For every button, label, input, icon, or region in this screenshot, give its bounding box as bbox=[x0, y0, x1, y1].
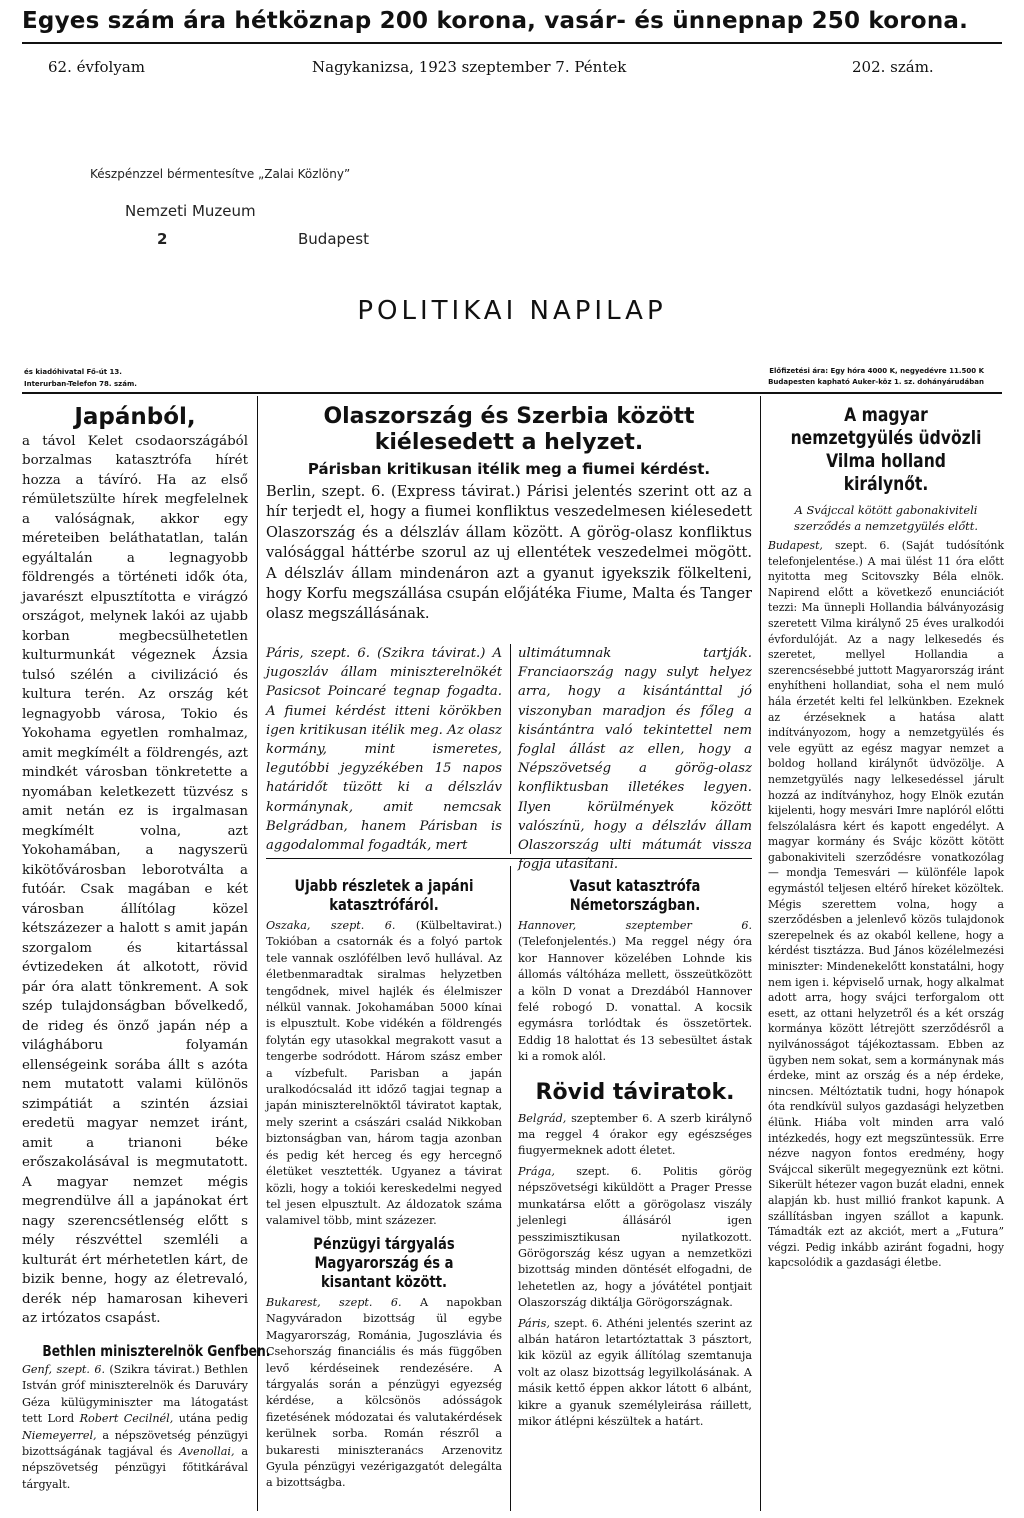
japan-details-source: (Külbeltavirat.) bbox=[415, 919, 502, 932]
issue-number: 202. szám. bbox=[852, 58, 934, 76]
editorial-body: a távol Kelet csodaországából borzalmas katasztrófa hírét hozza a távíró. Ha az első rémületszülte hírek megfelelnek a valóságnak, akkor egy méreteiben beláthatatlan, talán egyáltalán a legnagyobb földrengés a történeti idők óta, javarészt elpusztította e virágzó országot, melynek lakói az ujabb korban megbecsülhetetlen kulturmunkát végeznek Ázsia tulsó szélén a civilizáció és kultura terén. Az ország két legnagyobb városa, Tokio és Yokohama egyetlen romhalmaz, amit megkímélt a földrengés, azt mindkét városban tönkretette a nyomában keletkezett tüzvész s amit netán ez is irgalmasan megkímélt volna, azt Yokohamában, a nagyszerü kikötővárosban leborotválta a futóár. Csak magában e két városban állítólag közel kétszázezer a halott s amit japán szorgalom és kitartással évtizedeken át alkotott, rövid pár óra alatt tönkrement. A sok szép tulajdonságban bővelkedő, de rideg és önző japán nép a világháboru folyamán ellenségeink sorába állt s azóta nem mutatott valami különös szimpátiát a szintén ázsiai eredetü magyar nemzet iránt, amit a trianoni béke erőszakolásával is megmutatott. A magyar nemzet mégis megrendülve áll a japánokat ért nagy szerencsétlenség előtt s mély részvéttel szemléli a kulturát ért mérhetetlen kárt, de bizik benne, hogy az életrevaló, derék nép hamarosan kiheveri az irtózatos csapást. bbox=[22, 433, 248, 1326]
lead-paris-cont: ultimátumnak tartják. Franciaország nagy sulyt helyez arra, hogy a kisántánttal jó viszonyban maradjon és főleg a kisántántra való tekintettel nem foglal állást az ellen, hogy a Népszövetség a görög-olasz konfliktusban illetékes legyen. Ilyen körülmények között valószínü, hogy a délszláv állam Olaszország ulti mátumát vissza fogja utasítani. bbox=[518, 646, 752, 873]
top-rule bbox=[22, 42, 1002, 44]
lead-title-2: kiélesedett a helyzet. bbox=[374, 430, 644, 455]
parliament-dateline: Budapest, bbox=[768, 539, 823, 552]
editorial-title: Japánból, bbox=[74, 404, 196, 430]
lead-paris-text: Páris, szept. 6. (Szikra távirat.) A jugoszláv állam miniszterelnökét Pasicsot Poincaré tegnap fogadta. A fiumei kérdést itteni körökben igen kritikusan itélik meg. Az olasz kormány, mint ismeretes, legutóbbi jegyzékében 15 napos határidőt tüzött ki a délszláv kormánynak, amit nemcsak Belgrádban, hanem Párisban is aggodalommal fogadták, mert bbox=[266, 646, 502, 854]
rail-body: Ma reggel négy óra kor Hannover közelében Lohnde kis állomás váltóháza mellett, összeütközött a köln D vonat a Drezdából Hannover felé robogó D. vonattal. A kocsik egymásra torlódtak és összetörtek. Eddig 18 halottat és 13 sebesültet ástak ki a romok alól. bbox=[518, 935, 752, 1064]
bethlen-dateline: Genf, szept. 6. bbox=[22, 1363, 106, 1376]
stamp-number: 2 bbox=[157, 230, 168, 248]
stamp-city: Budapest bbox=[298, 230, 369, 248]
lead-paris-right bbox=[518, 644, 752, 874]
parliament-article bbox=[768, 404, 1004, 1271]
bethlen-article bbox=[22, 1342, 271, 1493]
sales-point: Budapesten kapható Auker-köz 1. sz. dohányárudában bbox=[768, 378, 984, 386]
price-banner: Egyes szám ára hétköznap 200 korona, vasár- és ünnepnap 250 korona. bbox=[22, 8, 969, 34]
rail-article bbox=[518, 876, 752, 1430]
lead-title-1: Olaszország és Szerbia között bbox=[323, 404, 695, 429]
parliament-title: A magyar nemzetgyülés üdvözli Vilma holland királynőt. bbox=[790, 404, 982, 495]
bethlen-body-3: a népszövetség pénzügyi bizottságának tagjával és bbox=[22, 1428, 248, 1459]
postage-stamp-line: Készpénzzel bérmentesítve „Zalai Közlöny” bbox=[90, 167, 351, 181]
lead-article bbox=[266, 404, 752, 625]
brief3-text: szept. 6. Athéni jelentés szerint az albán határon letartóztattak 3 pásztort, kik közül az egyik állítólag szemtanuja volt az olasz bizottság legyilkolásának. A másik kettő éppen akkor látott 6 albánt, kikre a gyanuk személyleirása ráillett, mikor átlépni készültek a határt. bbox=[518, 1316, 752, 1428]
bethlen-body-4: a népszövetség pénzügyi főtitkárával tárgyalt. bbox=[22, 1445, 248, 1491]
finance-article bbox=[266, 1234, 502, 1492]
brief1-text: szeptember 6. A szerb királynő ma reggel 4 órakor egy egészséges fiugyermeknek adott életet. bbox=[518, 1111, 752, 1158]
lead-bottom-rule bbox=[266, 858, 752, 859]
lead-body: Berlin, szept. 6. (Express távirat.) Párisi jelentés szerint ott az a hír terjedt el, hogy a fiumei konfliktus veszedelmesen kiélesedett Olaszország és a délszláv állam között. A görög-olasz konfliktus valósággal háttérbe szorul az uj ellentétek veszedelmei mögött. A délszláv állam mindenáron azt a gyanut igyekszik fölkelteni, hogy Korfu megszállása csupán előjátéka Fiume, Malta és Tanger olasz megszállásának. bbox=[266, 483, 752, 623]
column-rule-2 bbox=[760, 396, 761, 1511]
brief2-text: szept. 6. Politis görög népszövetségi kiküldött a Prager Presse munkatársa előtt a görögolasz viszály jelenlegi állásáról igen pesszimisztikusan nyilatkozott. Görögország kész ugyan a nemzetközi bizottság minden döntését elfogadni, de lehetetlen az, hogy a jóvátétel pontjait Olaszország diktálja Görögországnak. bbox=[518, 1164, 752, 1310]
masthead-rule bbox=[22, 392, 1002, 394]
brief1-dateline: Belgrád, bbox=[518, 1111, 567, 1125]
rail-title: Vasut katasztrófa Németországban. bbox=[569, 876, 701, 914]
bethlen-body-1: Bethlen István gróf miniszterelnök és Daruváry Géza külügyminiszter ma látogatást tett Lord bbox=[22, 1363, 248, 1426]
subscription-price: Előfizetési ára: Egy hóra 4000 K, negyedévre 11.500 K bbox=[769, 367, 984, 375]
brief2-dateline: Prága, bbox=[518, 1164, 555, 1178]
japan-editorial bbox=[22, 402, 248, 1329]
column-rule-mid bbox=[510, 866, 511, 1511]
rail-dateline: Hannover, szeptember 6. bbox=[518, 919, 752, 932]
japan-details-article bbox=[266, 876, 502, 1230]
rail-source: (Telefonjelentés.) bbox=[518, 935, 617, 949]
japan-details-body: Tokióban a csatornák és a folyó partok tele vannak oszlófélben levő hullával. Az életbenmaradtak siralmas helyzetben tengődnek, mivel hajlék és élelmiszer nélkül vannak. Jokohamában 5000 kínai is elpusztult. Kobe vidékén a földrengés folytán egy utasokkal megrakott vasut a tengerbe sodródott. Három szász ember a vízbefult. Parisban a japán uralkodócsalád itt időző tagjai tegnap a japán miniszterelnöktől táviratot kaptak, mely szerint a császári család Nikkoban biztonságban van, három tagja azonban és pedig két herceg és egy hercegnő életüket vesztették. Ugyanez a távirat közli, hogy a tokiói kereskedelmi negyed tel jesen elpusztult. Az áldozatok száma valamivel több, mint százezer. bbox=[266, 935, 502, 1228]
finance-body: A napokban Nagyváradon bizottság ül egybe Magyarország, Románia, Jugoszlávia és Csehország financiális és más függőben levő kérdéseinek rendezésére. A tárgyalás során a pénzügyi egyezség kérdése, a kölcsönös adósságok fizetésének módozatai és valutakérdések kerülnek sorba. Román részről a bukaresti miniszteranács Arzenovitz Gyula pénzügyi vezérigazgatót delegálta a bizottságba. bbox=[266, 1296, 502, 1490]
bethlen-name-1: Robert Cecilnél, bbox=[79, 1412, 174, 1426]
stamp-museum: Nemzeti Muzeum bbox=[125, 202, 256, 220]
phone-number: Interurban-Telefon 78. szám. bbox=[24, 380, 137, 388]
finance-dateline: Bukarest, szept. 6. bbox=[266, 1296, 402, 1309]
bethlen-name-3: Avenollai, bbox=[179, 1445, 235, 1459]
bethlen-name-2: Niemeyerrel, bbox=[22, 1428, 97, 1442]
lead-inner-rule bbox=[510, 644, 511, 854]
briefs-title: Rövid táviratok. bbox=[535, 1079, 735, 1105]
lead-subtitle: Párisban kritikusan itélik meg a fiumei kérdést. bbox=[307, 460, 711, 478]
finance-title: Pénzügyi tárgyalás Magyarország és a kisantant között. bbox=[313, 1234, 455, 1291]
place-date: Nagykanizsa, 1923 szeptember 7. Péntek bbox=[312, 58, 627, 76]
japan-details-dateline: Oszaka, szept. 6. bbox=[266, 919, 396, 932]
lead-paris-left bbox=[266, 644, 502, 855]
office-address: és kiadóhivatal Fő-út 13. bbox=[24, 368, 122, 376]
bethlen-source: (Szikra távirat.) bbox=[109, 1363, 200, 1376]
masthead: POLITIKAI NAPILAP bbox=[357, 296, 667, 326]
bethlen-title: Bethlen miniszterelnök Genfben. bbox=[42, 1342, 271, 1360]
volume-label: 62. évfolyam bbox=[48, 58, 145, 76]
japan-details-title: Ujabb részletek a japáni katasztrófáról. bbox=[294, 876, 474, 914]
brief3-dateline: Páris, bbox=[518, 1316, 550, 1330]
parliament-body: szept. 6. (Saját tudósítónk telefonjelentése.) A mai ülést 11 óra előtt nyitotta meg Scitovszky Béla elnök. Napirend előtt a következő enunciációt tezzi: Ma ünnepli Hollandia bálványozásig szeretett Vilma királynő 25 éves uralkodói évfordulóját. Az a nagy lelkesedés és szeretet, mellyel Hollandia a szerencsésebbé juttott Magyarország iránt enyhítheni hollandiat, soha el nem muló hála érzetét kelti fel lelkünkben. Ezeknek az érzéseknek a hatása alatt indítványozom, hogy a nemzetgyülés és vele együtt az egész magyar nemzet a boldog holland királynőt üdvözölje. A nemzetgyülés nagy lelkesedéssel járult hozzá az indítványhoz, hogy Elnök ezután kijelenti, hogy mesvári Imre naplóról előtti felszólalásra kért és kapott engedélyt. A magyar kormány és Svájc között kötött gabonakiviteli szerződésre vonatkozólag — mondja Temesvári — különféle lapok egymástól teljesen eltérő híreket közöltek. Mégis szerettem volna, hogy a szerződésben a jelenlevő közös tulajdonok szerepelnek és az okaból kellene, hogy a kérdést tisztázza. Bud János közélelmezési miniszter: Mindenekelőtt konstatálni, hogy nem igen i. képviselő urnak, hogy alkalmat adott arra, hogy svájci terforgalom ott esett, az ottani helyzetről és a két ország kormánya között létrejött szerződésről a nyilvánosságot tájékoztassam. Ebben az ügyben nem sokat, sem a kormánynak más érdeke, mint az ország és a nép érdeke, nincsen. Méltóztatik tudni, hogy hónapok óta rendkívül sulyos gazdasági helyzetben élünk. Hiába volt minden arra való intézkedés, hogy ezt megszüntessük. Erre nézve nagyon fontos eredmény, hogy Svájccal sikerült megegyeznünk ezt kötni. Sikerült hétezer vagon buzát eladni, ennek alapján kb. hust millió frankot kapunk. A szállításban ingyen szállot a kapunk. Támadták ezt az akciót, mert a „Futura” végzi. Pedig inkább aziránt fogadni, hogy kapcsolódik a gazdasági életbe. bbox=[768, 539, 1004, 1270]
parliament-deck: A Svájccal kötött gabonakiviteli szerződés a nemzetgyülés előtt. bbox=[794, 503, 978, 533]
bethlen-body-2: utána pedig bbox=[178, 1412, 248, 1426]
